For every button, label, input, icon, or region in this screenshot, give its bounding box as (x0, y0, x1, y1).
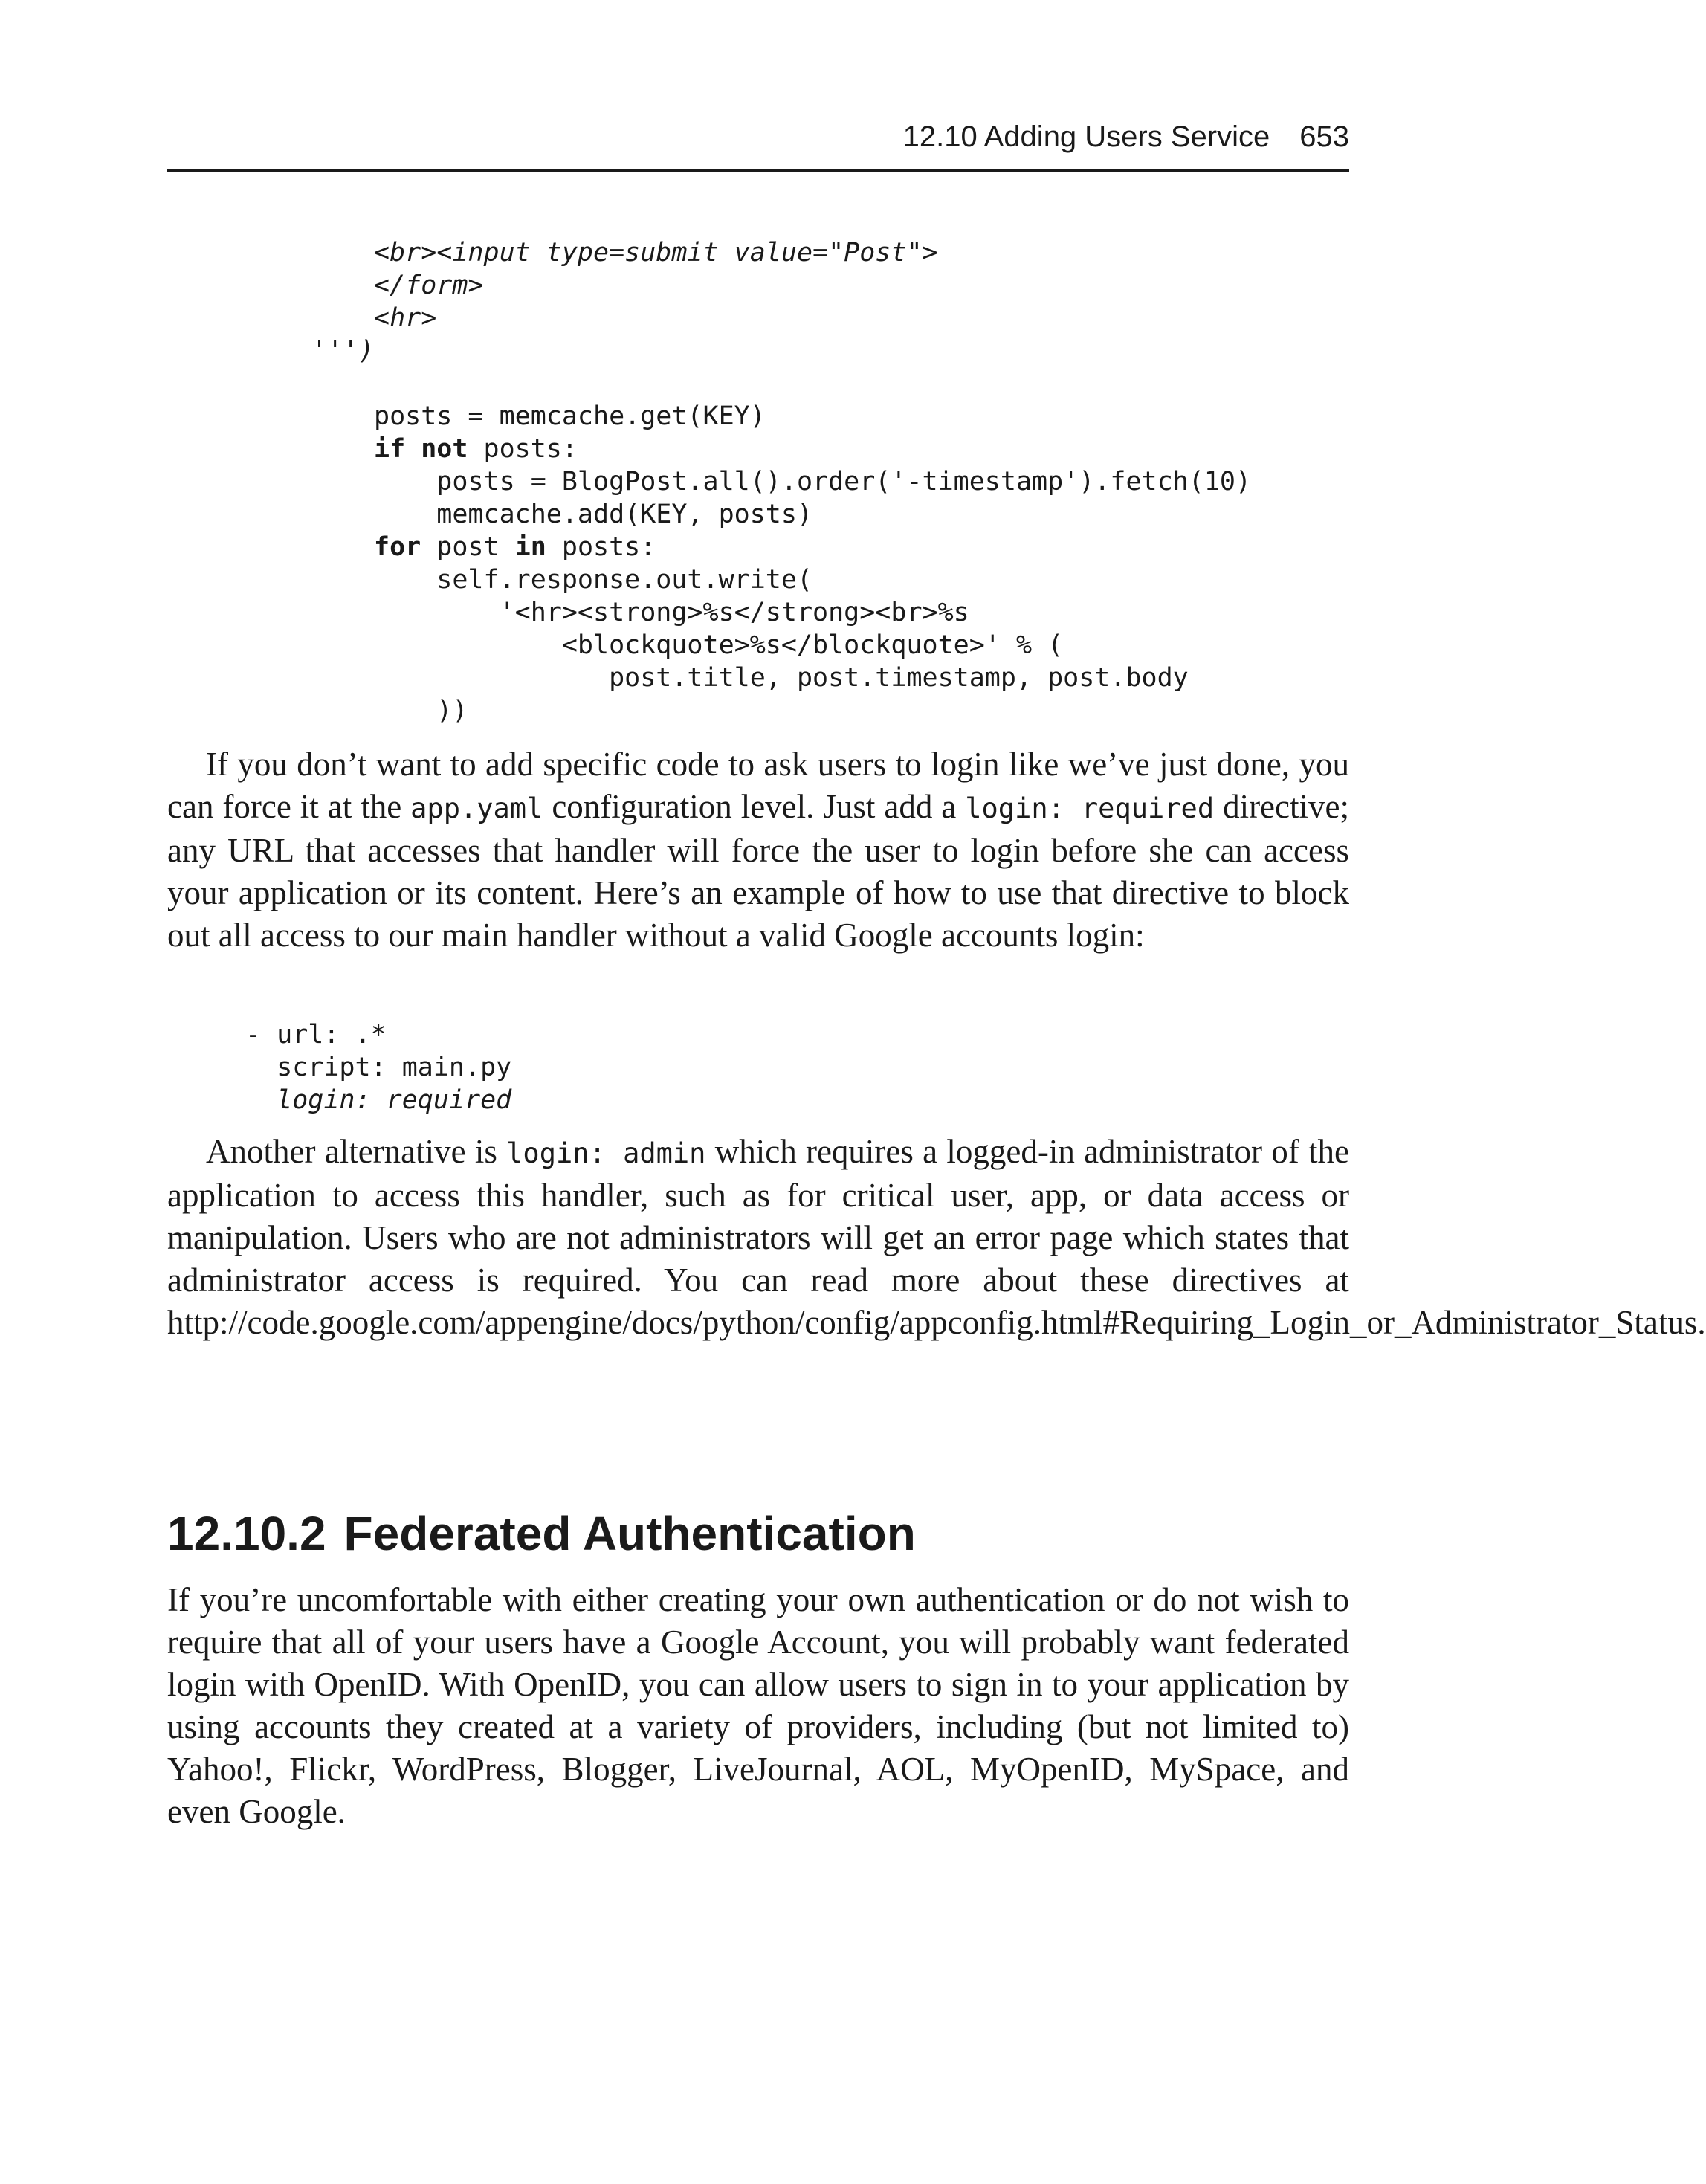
code-line: script: main.py (245, 1053, 512, 1082)
header-section-title: 12.10 Adding Users Service (902, 120, 1270, 153)
section-number: 12.10.2 (167, 1507, 326, 1560)
header-text (903, 119, 1349, 155)
code-keyword-in: in (514, 532, 546, 562)
paragraph-text: which requires a logged-in administrator of the application to access this handler, such as for critical user, app, or data access or manipulation. Users who are not administrators will get an error page which states that administrator access is required. You can read more about these directives at http://code.google.com/appengine/docs/python/config/appconfig.html#Requiring_Login_or_Administrator_Status. (167, 1133, 1706, 1341)
code-line: )) (374, 696, 468, 726)
code-line: <br><input type=submit value="Post"> (374, 238, 938, 268)
inline-code-login-admin: login: admin (506, 1137, 706, 1169)
code-line: post (421, 532, 515, 562)
code-line: posts = memcache.get(KEY) (374, 401, 766, 431)
paragraph-app-yaml-login (167, 743, 1349, 957)
code-line: - url: .* (245, 1020, 387, 1050)
paragraph-login-admin (167, 1131, 1706, 1344)
page-number: 653 (1299, 120, 1349, 153)
code-keyword-not: not (421, 434, 468, 464)
inline-code-login-required: login: required (965, 792, 1215, 824)
code-line: <blockquote>%s</blockquote>' % ( (374, 630, 1064, 660)
code-keyword-if: if (374, 434, 406, 464)
section-heading (167, 1505, 916, 1562)
paragraph-text: If you don’t want to add specific code to ask users to login like we’ve just done, you can force it at the (167, 746, 1349, 825)
code-line: </form> (374, 271, 484, 300)
code-line: ''') (311, 336, 375, 366)
code-line: <hr> (374, 303, 437, 333)
code-line: posts: (468, 434, 578, 464)
code-line: memcache.add(KEY, posts) (374, 500, 813, 529)
inline-code-app-yaml: app.yaml (410, 792, 543, 824)
paragraph-text: Another alternative is (206, 1133, 507, 1170)
code-line: '<hr><strong>%s</strong><br>%s (374, 598, 969, 627)
code-line-highlighted: login: required (245, 1085, 512, 1115)
code-line: self.response.out.write( (374, 565, 813, 595)
code-line: posts: (546, 532, 656, 562)
paragraph-text: directive; any URL that accesses that handler will force the user to login before she can access your application or its content. Here’s an example of how to use that directive to block out all access to our main handler without a valid Google accounts login: (167, 788, 1349, 954)
section-title: Federated Authentication (343, 1507, 916, 1560)
code-line: posts = BlogPost.all().order('-timestamp').fetch(10) (374, 467, 1252, 497)
code-block-yaml (245, 1018, 511, 1117)
running-header (167, 113, 1349, 172)
code-line: post.title, post.timestamp, post.body (374, 663, 1189, 693)
code-block-memcache (374, 400, 1251, 727)
code-keyword-for: for (374, 532, 421, 562)
code-block-html-form (311, 236, 938, 367)
paragraph-federated-auth: If you’re uncomfortable with either creating your own authentication or do not wish to require that all of your users have a Google Account, you will probably want federated login with OpenID. With OpenID, you can allow users to sign in to your application by using accounts they created at a variety of providers, including (but not limited to) Yahoo!, Flickr, WordPress, Blogger, LiveJournal, AOL, MyOpenID, MySpace, and even Google. (167, 1581, 1349, 1830)
paragraph-text: configuration level. Just add a (543, 788, 966, 825)
